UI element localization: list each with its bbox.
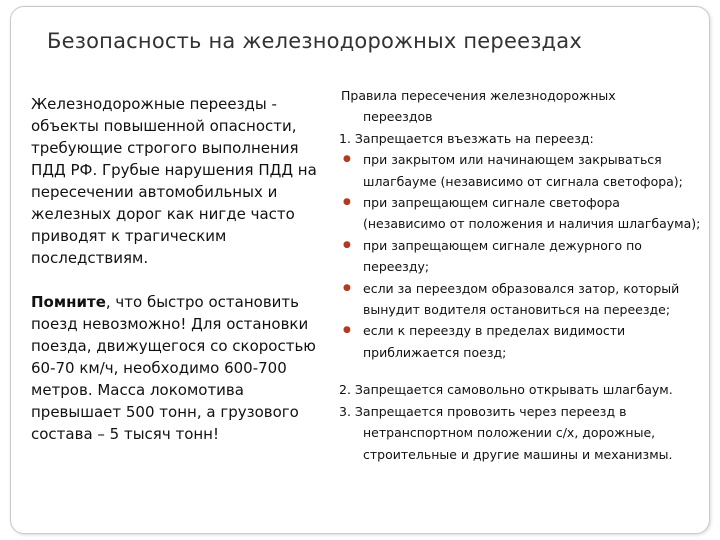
rule-3 — [339, 401, 701, 465]
intro-paragraph: Железнодорожные переезды - объекты повышенной опасности, требующие строгого выполнения ПДД РФ. Грубые нарушения ПДД на пересечении автомобильных и железных дорог как нигде часто приводят к трагическим последствиям. — [31, 95, 317, 267]
rules-heading-line2: переездов — [363, 109, 433, 125]
rule-1: 1. Запрещается въезжать на переезд: — [339, 130, 594, 146]
rule-1-bullet: ● при запрещающем сигнале дежурного по переезду; — [339, 235, 701, 278]
rules-heading-line1: Правила пересечения железнодорожных — [341, 88, 616, 103]
rule-3-rest: нетранспортном положении с/х, дорожные, строительные и другие машины и механизмы. — [363, 425, 673, 462]
warning-paragraph — [31, 291, 336, 445]
rule-3-line1: 3. Запрещается провозить через переезд в — [339, 403, 627, 419]
rules-column — [339, 85, 701, 465]
rule-1-bullet: ● при закрытом или начинающем закрываться шлагбауме (независимо от сигнала светофора); — [339, 149, 701, 192]
rule-1-bullet: ● если за переездом образовался затор, который вынудит водителя остановиться на переезде; — [339, 278, 701, 321]
rule-1-bullet: ● если к переезду в пределах видимости приближается поезд; — [339, 320, 701, 363]
rules-heading — [339, 85, 701, 128]
left-text-column — [31, 93, 336, 467]
rule-2: 2. Запрещается самовольно открывать шлагбаум. — [339, 382, 673, 398]
slide-frame — [10, 6, 710, 534]
warning-text: , что быстро остановить поезд невозможно! Для остановки поезда, движущегося со скоростью 60-70 км/ч, необходимо 600-700 метров. Масса локомотива превышает 500 тонн, а грузового состава – 5 тысяч тонн! — [31, 293, 316, 443]
slide-title: Безопасность на железнодорожных переездах — [47, 29, 582, 53]
warning-emphasis: Помните — [31, 293, 106, 311]
rule-1-bullet: ● при запрещающем сигнале светофора (независимо от положения и наличия шлагбаума); — [339, 192, 701, 235]
